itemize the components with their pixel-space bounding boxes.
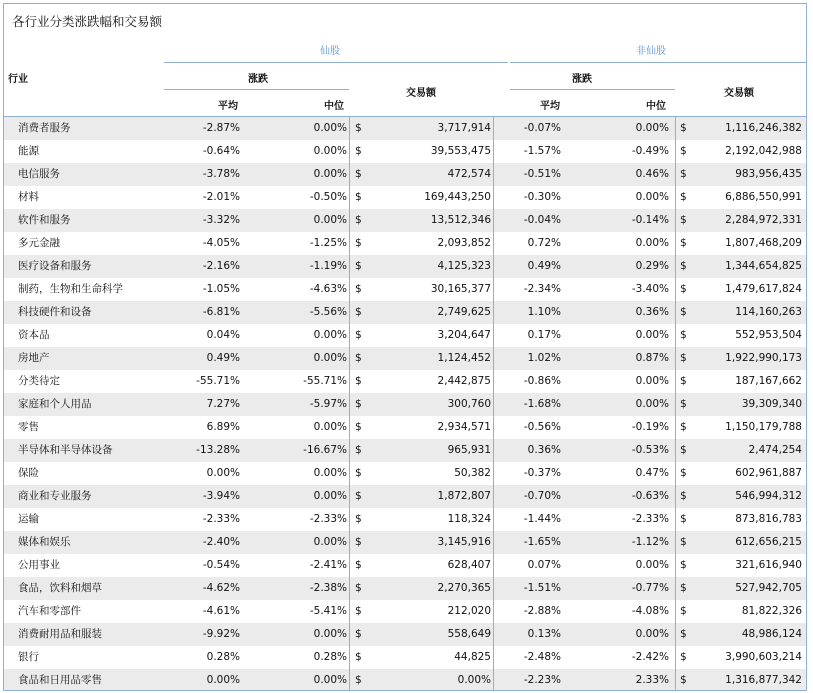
- penny-change-avg: -3.78%: [202, 168, 240, 180]
- penny-volume: 3,145,916: [437, 536, 491, 548]
- currency-symbol: $: [680, 536, 687, 548]
- penny-volume: 39,553,475: [430, 145, 491, 157]
- currency-symbol: $: [355, 375, 362, 387]
- penny-volume: 2,934,571: [437, 421, 491, 433]
- nonpenny-volume: 1,807,468,209: [725, 237, 802, 249]
- penny-volume: 13,512,346: [430, 214, 491, 226]
- col-header-volume-a: 交易额: [406, 88, 436, 99]
- penny-change-avg: -4.61%: [202, 605, 240, 617]
- penny-change-avg: -4.05%: [202, 237, 240, 249]
- currency-symbol: $: [355, 329, 362, 341]
- nonpenny-change-median: -0.19%: [631, 421, 669, 433]
- penny-change-median: -2.41%: [309, 559, 347, 571]
- table-row: [4, 186, 807, 209]
- nonpenny-volume: 39,309,340: [741, 398, 802, 410]
- penny-change-median: 0.00%: [313, 214, 347, 226]
- penny-change-avg: 0.00%: [206, 467, 240, 479]
- nonpenny-change-median: 0.87%: [635, 352, 669, 364]
- nonpenny-volume: 114,160,263: [735, 306, 802, 318]
- nonpenny-change-avg: -0.04%: [523, 214, 561, 226]
- penny-change-avg: 0.04%: [206, 329, 240, 341]
- currency-symbol: $: [680, 421, 687, 433]
- penny-change-median: 0.00%: [313, 536, 347, 548]
- currency-symbol: $: [680, 283, 687, 295]
- penny-volume: 472,574: [447, 168, 491, 180]
- penny-volume: 1,872,807: [437, 490, 491, 502]
- penny-change-median: 0.00%: [313, 168, 347, 180]
- penny-volume: 44,825: [454, 651, 491, 663]
- penny-change-avg: 0.49%: [206, 352, 240, 364]
- table-row: [4, 623, 807, 646]
- penny-change-avg: 7.27%: [206, 398, 240, 410]
- nonpenny-volume: 1,116,246,382: [725, 122, 802, 134]
- nonpenny-change-avg: -0.30%: [523, 191, 561, 203]
- penny-change-median: -16.67%: [303, 444, 347, 456]
- currency-symbol: $: [355, 444, 362, 456]
- industry-table: [3, 3, 807, 691]
- penny-volume: 558,649: [447, 628, 491, 640]
- penny-change-median: 0.28%: [313, 651, 347, 663]
- separator-mid: [493, 117, 494, 691]
- nonpenny-volume: 552,953,504: [735, 329, 802, 341]
- nonpenny-change-median: 0.00%: [635, 237, 669, 249]
- penny-change-avg: 0.00%: [206, 674, 240, 686]
- nonpenny-volume: 1,150,179,788: [725, 421, 802, 433]
- currency-symbol: $: [680, 490, 687, 502]
- nonpenny-change-avg: 0.07%: [527, 559, 561, 571]
- change-b-underline: [510, 89, 675, 90]
- group-header-nonpenny: 非仙股: [636, 46, 666, 57]
- penny-volume: 212,020: [447, 605, 491, 617]
- currency-symbol: $: [355, 352, 362, 364]
- col-header-change-b: 涨跌: [572, 74, 592, 85]
- industry-name: 能源: [18, 145, 39, 157]
- nonpenny-change-median: 0.29%: [635, 260, 669, 272]
- table-row: [4, 163, 807, 186]
- penny-change-median: -2.38%: [309, 582, 347, 594]
- nonpenny-change-avg: 0.17%: [527, 329, 561, 341]
- penny-change-avg: -2.01%: [202, 191, 240, 203]
- nonpenny-change-median: -3.40%: [631, 283, 669, 295]
- industry-name: 软件和服务: [18, 214, 71, 226]
- currency-symbol: $: [680, 605, 687, 617]
- nonpenny-change-median: -0.63%: [631, 490, 669, 502]
- industry-name: 媒体和娱乐: [18, 536, 71, 548]
- penny-change-median: 0.00%: [313, 329, 347, 341]
- col-header-median-a: 中位: [324, 101, 344, 112]
- nonpenny-volume: 1,922,990,173: [725, 352, 802, 364]
- table-row: [4, 508, 807, 531]
- nonpenny-volume: 48,986,124: [741, 628, 802, 640]
- nonpenny-volume: 602,961,887: [735, 467, 802, 479]
- table-row: [4, 117, 807, 140]
- col-header-volume-b: 交易额: [724, 88, 754, 99]
- penny-change-avg: -0.54%: [202, 559, 240, 571]
- table-row: [4, 347, 807, 370]
- nonpenny-change-avg: -0.86%: [523, 375, 561, 387]
- penny-change-avg: 0.28%: [206, 651, 240, 663]
- nonpenny-change-avg: 1.10%: [527, 306, 561, 318]
- table-body: [4, 117, 807, 691]
- table-row: [4, 140, 807, 163]
- nonpenny-change-avg: -0.37%: [523, 467, 561, 479]
- penny-change-avg: -0.64%: [202, 145, 240, 157]
- penny-change-median: 0.00%: [313, 628, 347, 640]
- nonpenny-volume: 873,816,783: [735, 513, 802, 525]
- penny-volume: 1,124,452: [437, 352, 491, 364]
- penny-change-avg: -2.16%: [202, 260, 240, 272]
- currency-symbol: $: [355, 191, 362, 203]
- currency-symbol: $: [680, 352, 687, 364]
- industry-name: 房地产: [18, 352, 50, 364]
- currency-symbol: $: [680, 237, 687, 249]
- currency-symbol: $: [355, 536, 362, 548]
- penny-change-median: -2.33%: [309, 513, 347, 525]
- table-row: [4, 554, 807, 577]
- nonpenny-change-avg: -0.70%: [523, 490, 561, 502]
- penny-change-avg: -6.81%: [202, 306, 240, 318]
- currency-symbol: $: [680, 444, 687, 456]
- table-row: [4, 324, 807, 347]
- nonpenny-volume: 612,656,215: [735, 536, 802, 548]
- nonpenny-volume: 546,994,312: [735, 490, 802, 502]
- nonpenny-change-median: 0.00%: [635, 122, 669, 134]
- currency-symbol: $: [355, 306, 362, 318]
- currency-symbol: $: [355, 260, 362, 272]
- table-row: [4, 439, 807, 462]
- penny-volume: 4,125,323: [437, 260, 491, 272]
- penny-change-avg: -9.92%: [202, 628, 240, 640]
- nonpenny-volume: 6,886,550,991: [725, 191, 802, 203]
- currency-symbol: $: [355, 122, 362, 134]
- nonpenny-change-avg: 0.72%: [527, 237, 561, 249]
- nonpenny-change-median: -1.12%: [631, 536, 669, 548]
- penny-volume: 2,442,875: [437, 375, 491, 387]
- currency-symbol: $: [355, 605, 362, 617]
- currency-symbol: $: [355, 513, 362, 525]
- industry-name: 材料: [18, 191, 39, 203]
- nonpenny-change-avg: -1.57%: [523, 145, 561, 157]
- nonpenny-change-median: 2.33%: [635, 674, 669, 686]
- nonpenny-change-avg: 0.13%: [527, 628, 561, 640]
- penny-volume: 30,165,377: [430, 283, 491, 295]
- change-a-underline: [164, 89, 349, 90]
- industry-name: 零售: [18, 421, 39, 433]
- nonpenny-change-median: 0.00%: [635, 559, 669, 571]
- penny-volume: 0.00%: [457, 674, 491, 686]
- col-header-industry: 行业: [8, 74, 28, 85]
- penny-change-avg: -2.40%: [202, 536, 240, 548]
- industry-name: 银行: [18, 651, 39, 663]
- currency-symbol: $: [355, 421, 362, 433]
- penny-change-median: -1.19%: [309, 260, 347, 272]
- penny-change-median: -1.25%: [309, 237, 347, 249]
- nonpenny-change-avg: 0.36%: [527, 444, 561, 456]
- industry-name: 多元金融: [18, 237, 60, 249]
- nonpenny-change-avg: -2.48%: [523, 651, 561, 663]
- industry-name: 汽车和零部件: [18, 605, 81, 617]
- currency-symbol: $: [680, 467, 687, 479]
- penny-change-avg: 6.89%: [206, 421, 240, 433]
- penny-change-median: 0.00%: [313, 467, 347, 479]
- nonpenny-volume: 2,284,972,331: [725, 214, 802, 226]
- penny-change-median: -0.50%: [309, 191, 347, 203]
- industry-name: 消费耐用品和服装: [18, 628, 102, 640]
- currency-symbol: $: [680, 375, 687, 387]
- penny-volume: 169,443,250: [424, 191, 491, 203]
- nonpenny-change-median: 0.47%: [635, 467, 669, 479]
- col-header-avg-a: 平均: [218, 101, 238, 112]
- currency-symbol: $: [680, 582, 687, 594]
- nonpenny-change-median: 0.36%: [635, 306, 669, 318]
- table-row: [4, 278, 807, 301]
- currency-symbol: $: [355, 490, 362, 502]
- currency-symbol: $: [680, 559, 687, 571]
- industry-name: 半导体和半导体设备: [18, 444, 113, 456]
- nonpenny-change-avg: -1.51%: [523, 582, 561, 594]
- currency-symbol: $: [355, 214, 362, 226]
- table-row: [4, 301, 807, 324]
- penny-change-median: -5.97%: [309, 398, 347, 410]
- nonpenny-change-median: 0.00%: [635, 398, 669, 410]
- col-header-change-a: 涨跌: [248, 74, 268, 85]
- nonpenny-volume: 1,316,877,342: [725, 674, 802, 686]
- nonpenny-volume: 2,192,042,988: [725, 145, 802, 157]
- nonpenny-volume: 81,822,326: [741, 605, 802, 617]
- currency-symbol: $: [680, 674, 687, 686]
- penny-change-avg: -2.33%: [202, 513, 240, 525]
- nonpenny-change-avg: -0.56%: [523, 421, 561, 433]
- currency-symbol: $: [680, 306, 687, 318]
- penny-change-avg: -3.32%: [202, 214, 240, 226]
- nonpenny-volume: 983,956,435: [735, 168, 802, 180]
- penny-change-avg: -3.94%: [202, 490, 240, 502]
- penny-change-avg: -2.87%: [202, 122, 240, 134]
- industry-name: 科技硬件和设备: [18, 306, 92, 318]
- penny-change-avg: -55.71%: [196, 375, 240, 387]
- industry-name: 家庭和个人用品: [18, 398, 92, 410]
- penny-change-median: 0.00%: [313, 122, 347, 134]
- penny-change-median: -5.56%: [309, 306, 347, 318]
- currency-symbol: $: [680, 214, 687, 226]
- currency-symbol: $: [680, 628, 687, 640]
- penny-change-median: -4.63%: [309, 283, 347, 295]
- table-row: [4, 600, 807, 623]
- nonpenny-change-median: -0.77%: [631, 582, 669, 594]
- nonpenny-change-median: 0.00%: [635, 628, 669, 640]
- currency-symbol: $: [680, 168, 687, 180]
- separator-b: [675, 117, 676, 691]
- nonpenny-volume: 1,479,617,824: [725, 283, 802, 295]
- nonpenny-volume: 321,616,940: [735, 559, 802, 571]
- penny-change-avg: -4.62%: [202, 582, 240, 594]
- nonpenny-change-median: -0.49%: [631, 145, 669, 157]
- group-b-underline: [510, 62, 807, 63]
- nonpenny-volume: 3,990,603,214: [725, 651, 802, 663]
- industry-name: 分类待定: [18, 375, 60, 387]
- industry-name: 公用事业: [18, 559, 60, 571]
- currency-symbol: $: [355, 237, 362, 249]
- nonpenny-change-median: 0.46%: [635, 168, 669, 180]
- penny-volume: 3,204,647: [437, 329, 491, 341]
- industry-name: 食品和日用品零售: [18, 674, 102, 686]
- currency-symbol: $: [680, 651, 687, 663]
- table-row: [4, 370, 807, 393]
- industry-name: 食品，饮料和烟草: [18, 582, 102, 594]
- nonpenny-change-avg: -0.07%: [523, 122, 561, 134]
- industry-name: 制药，生物和生命科学: [18, 283, 123, 295]
- penny-volume: 2,093,852: [437, 237, 491, 249]
- nonpenny-change-avg: -1.68%: [523, 398, 561, 410]
- nonpenny-volume: 527,942,705: [735, 582, 802, 594]
- currency-symbol: $: [355, 398, 362, 410]
- penny-volume: 3,717,914: [437, 122, 491, 134]
- nonpenny-change-avg: 0.49%: [527, 260, 561, 272]
- penny-volume: 2,270,365: [437, 582, 491, 594]
- currency-symbol: $: [680, 398, 687, 410]
- group-header-penny: 仙股: [320, 46, 340, 57]
- nonpenny-change-avg: -2.88%: [523, 605, 561, 617]
- industry-name: 医疗设备和服务: [18, 260, 92, 272]
- table-row: [4, 577, 807, 600]
- penny-volume: 300,760: [447, 398, 491, 410]
- table-row: [4, 416, 807, 439]
- industry-name: 运输: [18, 513, 39, 525]
- penny-change-avg: -13.28%: [196, 444, 240, 456]
- table-title: 各行业分类涨跌幅和交易额: [12, 14, 163, 29]
- penny-volume: 50,382: [454, 467, 491, 479]
- table-row: [4, 209, 807, 232]
- penny-volume: 2,749,625: [437, 306, 491, 318]
- currency-symbol: $: [355, 628, 362, 640]
- currency-symbol: $: [680, 260, 687, 272]
- penny-change-median: 0.00%: [313, 145, 347, 157]
- nonpenny-change-avg: -2.23%: [523, 674, 561, 686]
- industry-name: 电信服务: [18, 168, 60, 180]
- nonpenny-change-median: -4.08%: [631, 605, 669, 617]
- industry-name: 商业和专业服务: [18, 490, 92, 502]
- nonpenny-change-median: 0.00%: [635, 191, 669, 203]
- currency-symbol: $: [355, 582, 362, 594]
- industry-name: 保险: [18, 467, 39, 479]
- currency-symbol: $: [355, 674, 362, 686]
- nonpenny-change-avg: 1.02%: [527, 352, 561, 364]
- penny-volume: 118,324: [447, 513, 491, 525]
- penny-change-median: 0.00%: [313, 490, 347, 502]
- industry-name: 消费者服务: [18, 122, 71, 134]
- penny-change-avg: -1.05%: [202, 283, 240, 295]
- currency-symbol: $: [680, 145, 687, 157]
- nonpenny-change-avg: -0.51%: [523, 168, 561, 180]
- penny-change-median: 0.00%: [313, 421, 347, 433]
- nonpenny-change-median: -0.14%: [631, 214, 669, 226]
- nonpenny-volume: 1,344,654,825: [725, 260, 802, 272]
- table-row: [4, 669, 807, 691]
- nonpenny-change-median: 0.00%: [635, 375, 669, 387]
- currency-symbol: $: [355, 651, 362, 663]
- currency-symbol: $: [355, 283, 362, 295]
- table-row: [4, 255, 807, 278]
- nonpenny-change-median: -0.53%: [631, 444, 669, 456]
- table-row: [4, 232, 807, 255]
- nonpenny-change-avg: -2.34%: [523, 283, 561, 295]
- currency-symbol: $: [355, 467, 362, 479]
- table-row: [4, 393, 807, 416]
- nonpenny-change-median: -2.33%: [631, 513, 669, 525]
- penny-change-median: -55.71%: [303, 375, 347, 387]
- nonpenny-change-avg: -1.44%: [523, 513, 561, 525]
- penny-change-median: 0.00%: [313, 352, 347, 364]
- currency-symbol: $: [355, 145, 362, 157]
- table-row: [4, 531, 807, 554]
- currency-symbol: $: [680, 122, 687, 134]
- penny-volume: 965,931: [447, 444, 491, 456]
- table-row: [4, 646, 807, 669]
- nonpenny-volume: 2,474,254: [748, 444, 802, 456]
- currency-symbol: $: [680, 329, 687, 341]
- nonpenny-change-median: -2.42%: [631, 651, 669, 663]
- penny-change-median: 0.00%: [313, 674, 347, 686]
- nonpenny-volume: 187,167,662: [735, 375, 802, 387]
- industry-name: 资本品: [18, 329, 50, 341]
- col-header-avg-b: 平均: [540, 101, 560, 112]
- currency-symbol: $: [355, 168, 362, 180]
- currency-symbol: $: [680, 513, 687, 525]
- penny-change-median: -5.41%: [309, 605, 347, 617]
- col-header-median-b: 中位: [646, 101, 666, 112]
- separator-a: [349, 117, 350, 691]
- nonpenny-change-median: 0.00%: [635, 329, 669, 341]
- nonpenny-change-avg: -1.65%: [523, 536, 561, 548]
- group-a-underline: [164, 62, 508, 63]
- currency-symbol: $: [680, 191, 687, 203]
- penny-volume: 628,407: [447, 559, 491, 571]
- table-row: [4, 485, 807, 508]
- currency-symbol: $: [355, 559, 362, 571]
- table-row: [4, 462, 807, 485]
